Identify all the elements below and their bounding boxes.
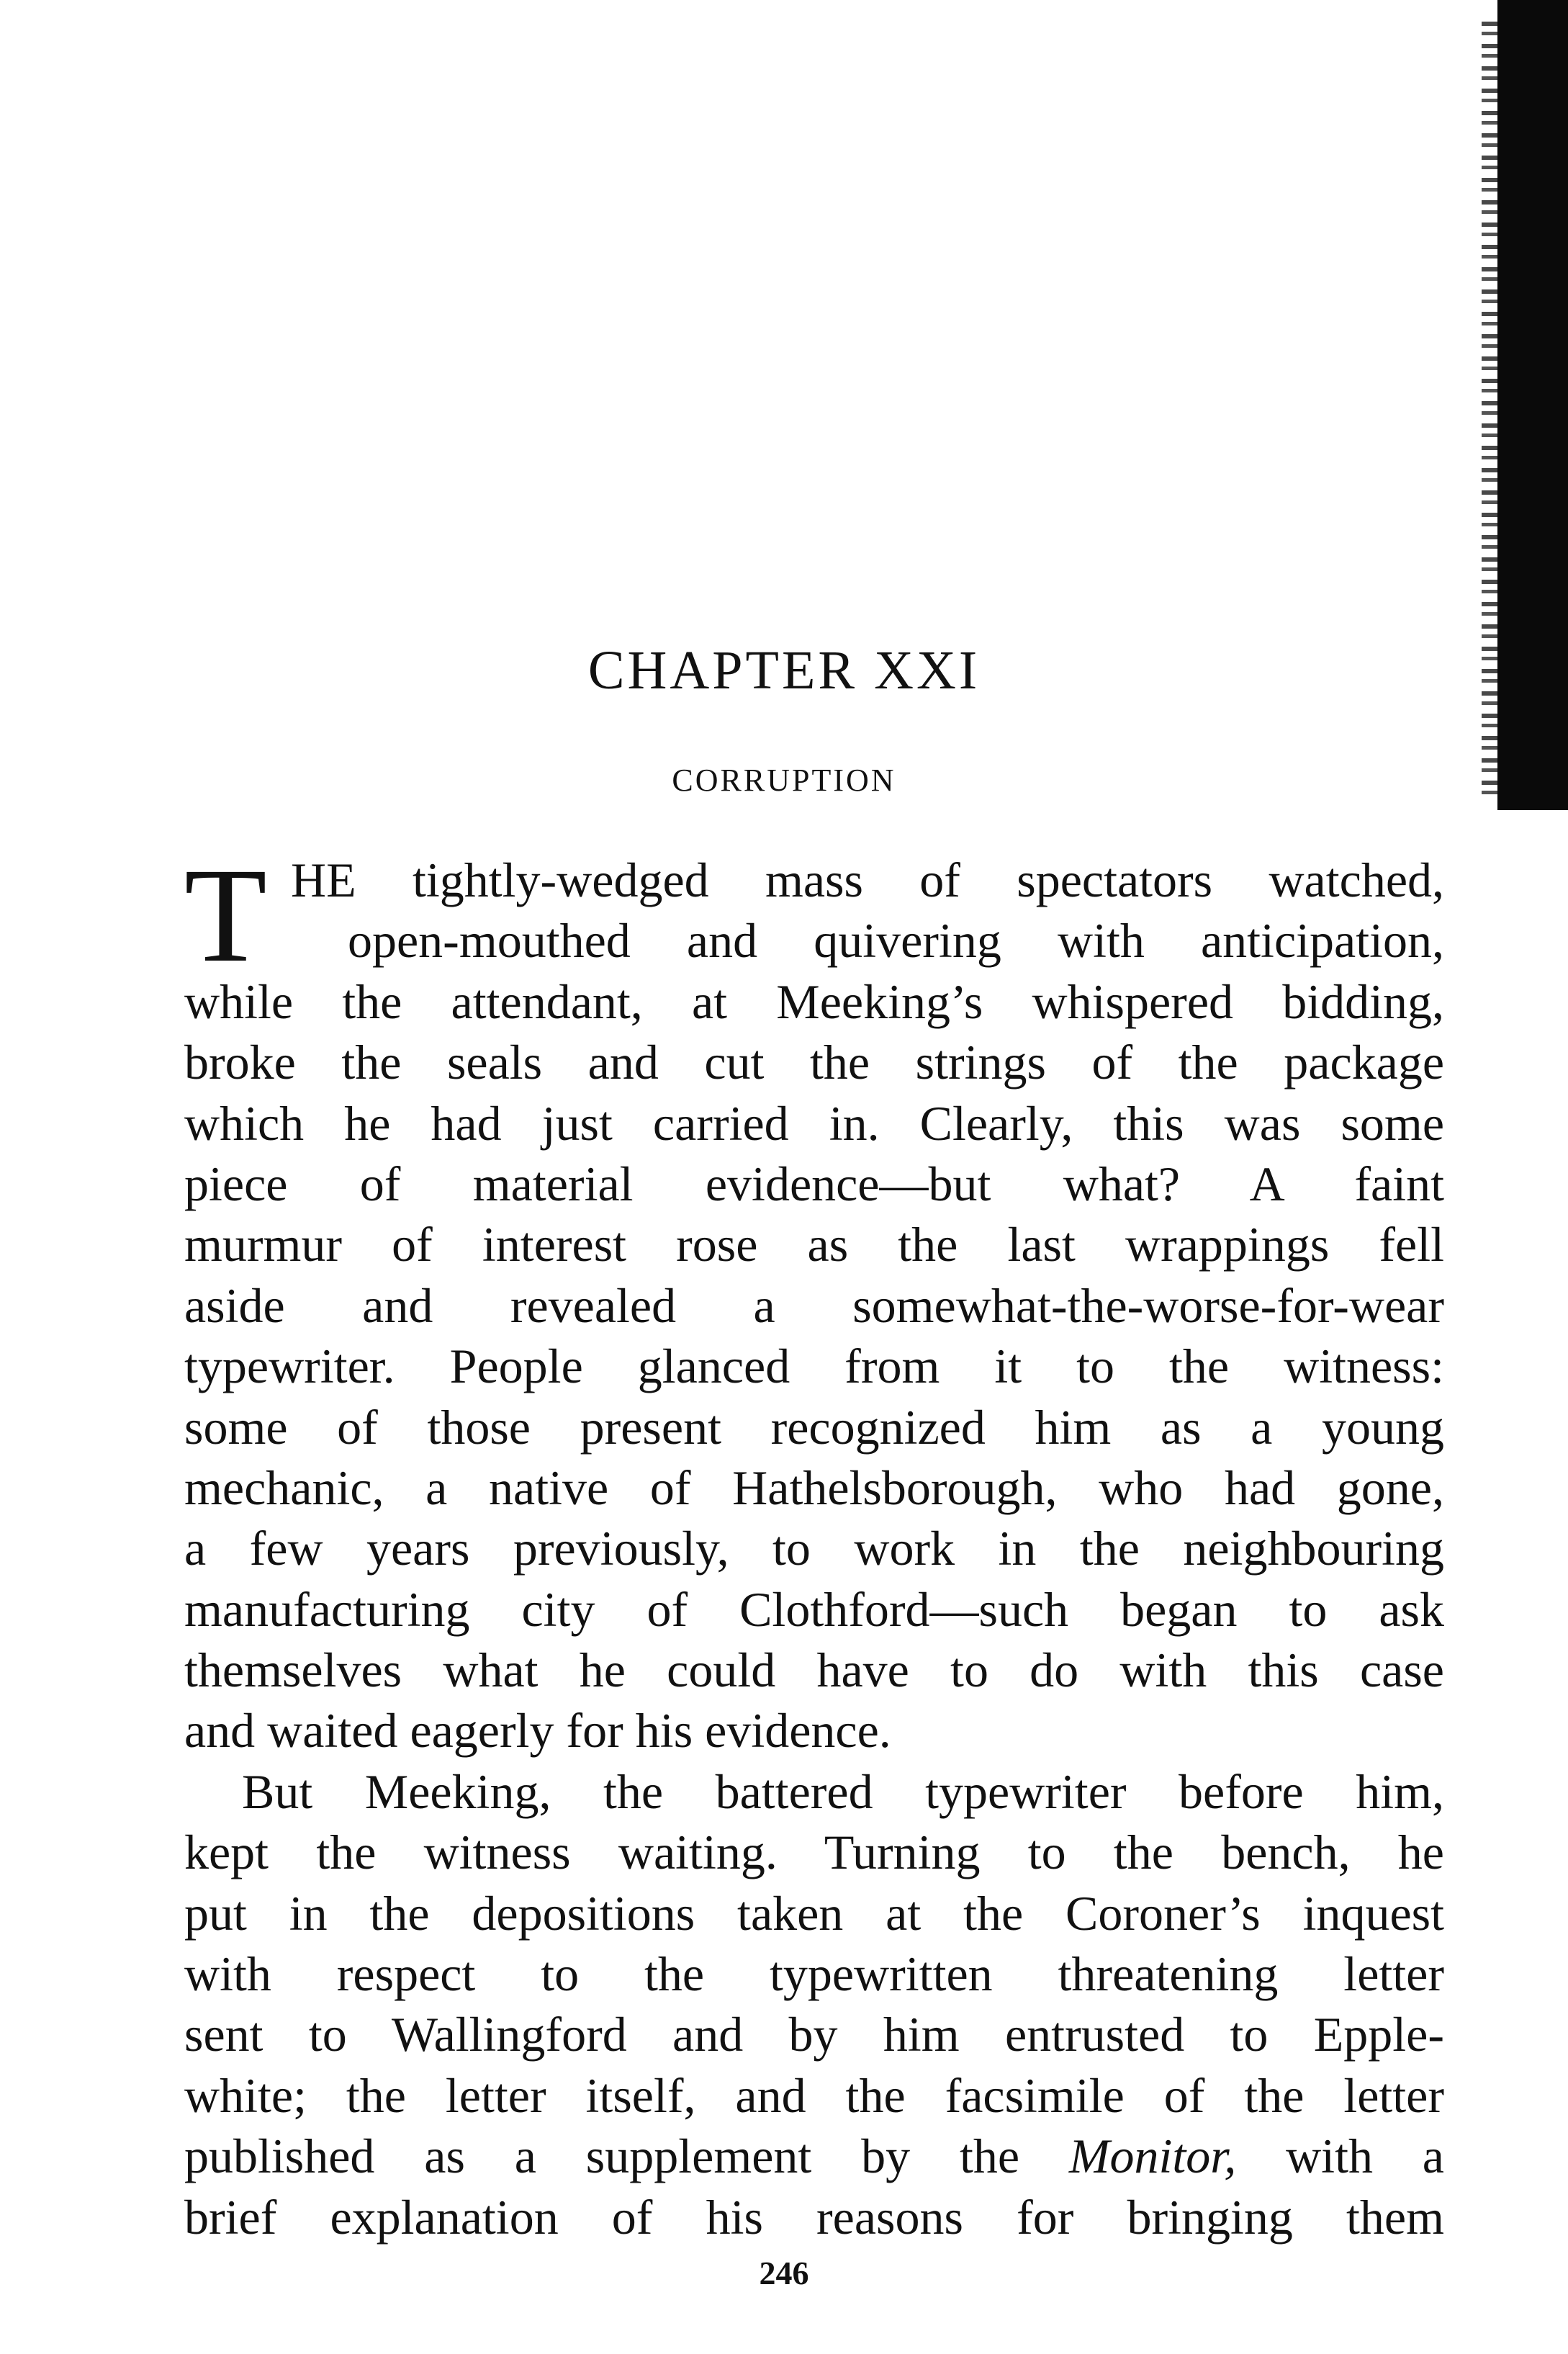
text-line: But Meeking, the battered typewriter before him, xyxy=(242,1764,1444,1819)
text-line: some of those present recognized him as a young xyxy=(184,1399,1444,1455)
text-line: brief explanation of his reasons for bringing them xyxy=(184,2189,1444,2245)
text-line: a few years previously, to work in the neighbouring xyxy=(184,1521,1444,1576)
italic-title: Monitor, xyxy=(1068,2129,1237,2184)
text-line: typewriter. People glanced from it to the witness: xyxy=(184,1339,1444,1394)
text-line: with respect to the typewritten threatening letter xyxy=(184,1946,1444,2002)
text-line: themselves what he could have to do with this case xyxy=(184,1643,1444,1698)
drop-cap: T xyxy=(184,840,267,990)
text-line: while the attendant, at Meeking’s whispered bidding, xyxy=(184,974,1444,1029)
text-line: put in the depositions taken at the Coroner’s inquest xyxy=(184,1885,1444,1941)
text-segment: published as a supplement by the xyxy=(184,2129,1069,2184)
text-line: sent to Wallingford and by him entrusted to Epple- xyxy=(184,2007,1444,2062)
text-line: and waited eagerly for his evidence. xyxy=(184,1703,891,1758)
text-line: broke the seals and cut the strings of the package xyxy=(184,1035,1444,1090)
text-line: manufacturing city of Clothford—such began to ask xyxy=(184,1581,1444,1637)
text-segment: with a xyxy=(1236,2129,1444,2184)
text-line: HE tightly-wedged mass of spectators watched, xyxy=(291,853,1444,907)
chapter-subtitle: CORRUPTION xyxy=(672,763,896,798)
page-number: 246 xyxy=(759,2255,809,2291)
text-line: kept the witness waiting. Turning to the bench, he xyxy=(184,1825,1444,1880)
text-line: murmur of interest rose as the last wrappings fell xyxy=(184,1217,1444,1272)
text-line: aside and revealed a somewhat-the-worse-for-wear xyxy=(184,1277,1444,1333)
text-line xyxy=(184,2126,1444,2186)
chapter-title: CHAPTER XXI xyxy=(587,640,981,701)
text-line: open-mouthed and quivering with anticipation, xyxy=(348,913,1444,969)
body-text xyxy=(184,840,1444,2247)
text-line: mechanic, a native of Hathelsborough, who had gone, xyxy=(184,1460,1444,1515)
text-line: piece of material evidence—but what? A faint xyxy=(184,1156,1444,1211)
text-line: which he had just carried in. Clearly, this was some xyxy=(184,1095,1444,1151)
text-line: white; the letter itself, and the facsimile of the letter xyxy=(184,2067,1444,2123)
